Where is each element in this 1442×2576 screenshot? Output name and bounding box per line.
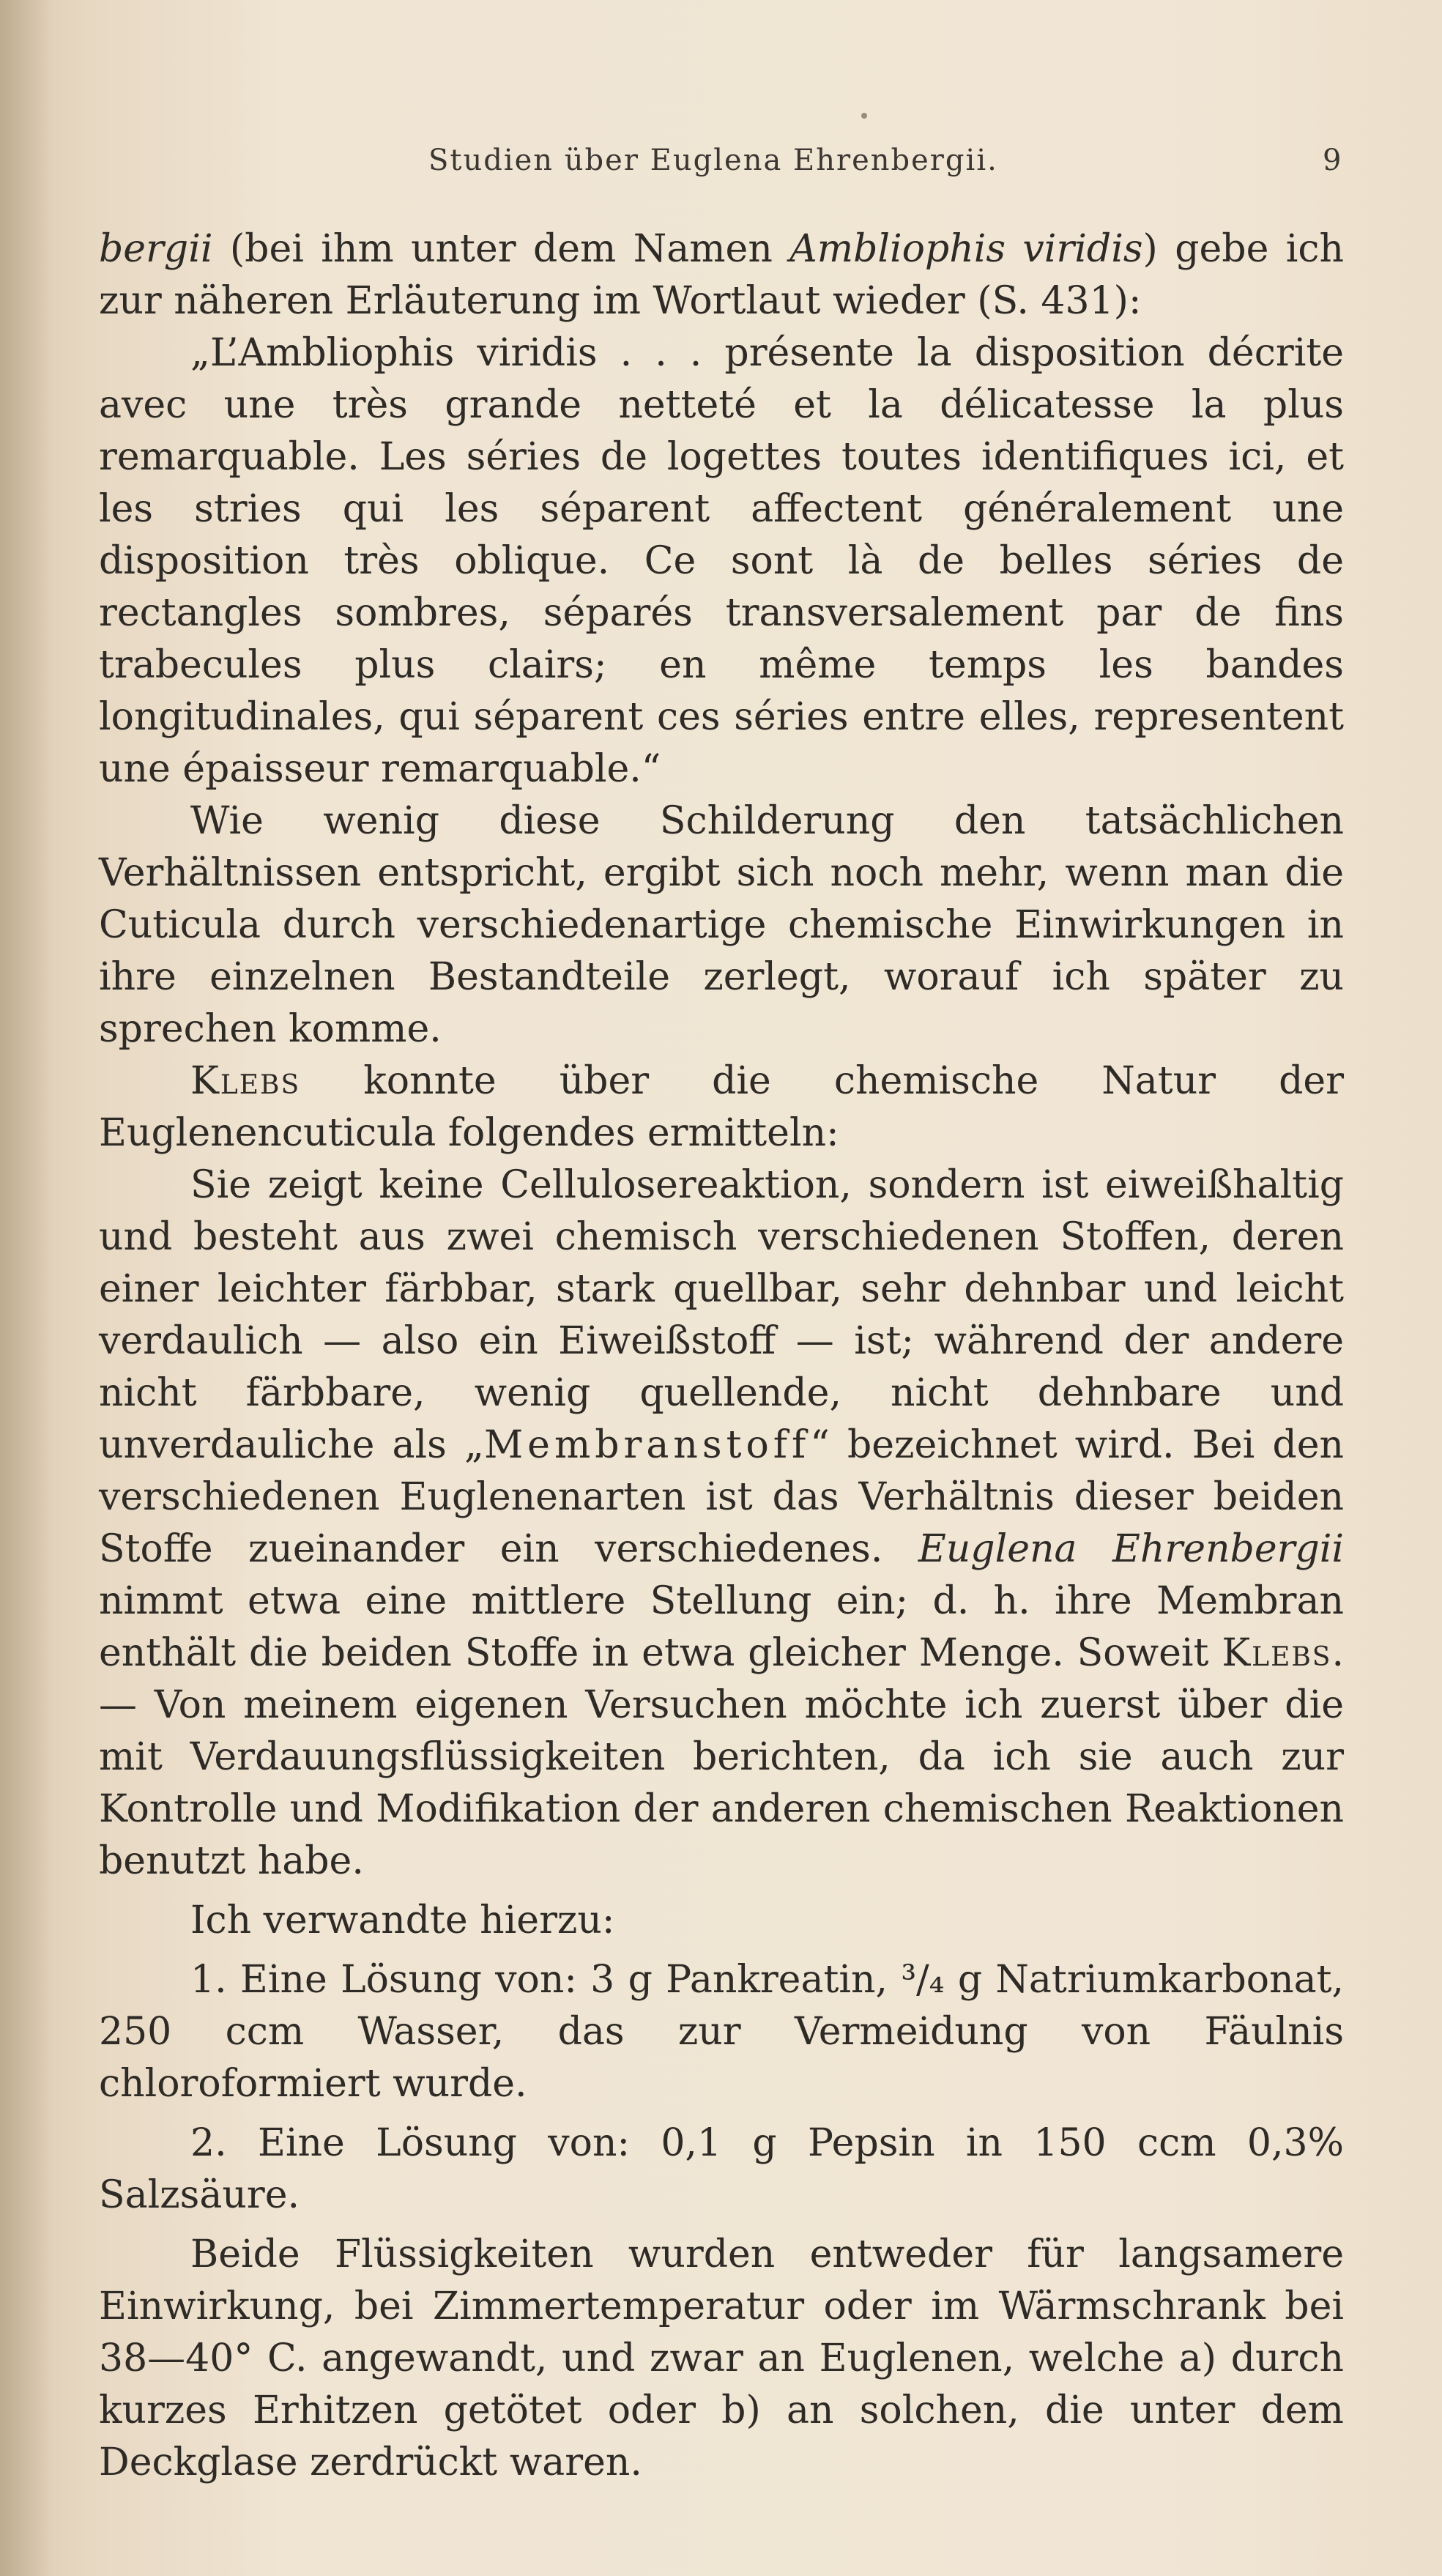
paragraph-continuation: bergii (bei ihm unter dem Namen Ambliophis viridis) gebe ich zur näheren Erläuterung im Wortlaut wieder (S. 431):	[99, 227, 1344, 323]
paragraph: Klebs konnte über die chemische Natur der Euglenencuticula folgendes ermitteln:	[99, 1059, 1344, 1155]
paragraph: Wie wenig diese Schilderung den tatsächlichen Verhältnissen entspricht, ergibt sich noch mehr, wenn man die Cuticula durch verschiedenartige chemische Einwirkungen in ihre einzelnen Bestandteile zerlegt, worauf ich später zu sprechen komme.	[99, 799, 1344, 1051]
author-name: Klebs	[1222, 1631, 1332, 1675]
page-number: 9	[1323, 144, 1342, 177]
printing-speck	[861, 113, 867, 119]
paragraph: Beide Flüssigkeiten wurden entweder für langsamere Einwirkung, bei Zimmertemperatur oder im Wärmschrank bei 38—40° C. angewandt, und zwar an Euglenen, welche a) durch kurzes Erhitzen getötet oder b) an solchen, die unter dem Deckglase zerdrückt waren.	[99, 2232, 1344, 2484]
list-item: 1. Eine Lösung von: 3 g Pankreatin, ³/₄ g Natriumkarbonat, 250 ccm Wasser, das zur Vermeidung von Fäulnis chloroformiert wurde.	[99, 1958, 1344, 2106]
quotation-paragraph: „L’Ambliophis viridis . . . présente la disposition décrite avec une très grande netteté et la délicatesse la plus remarquable. Les séries de logettes toutes identifiques ici, et les stries qui les séparent affectent généralement une disposition très oblique. Ce sont là de belles séries de rectangles sombres, séparés transversalement par de fins trabecules plus clairs; en même temps les bandes longitudinales, qui séparent ces séries entre elles, representent une épaisseur remarquable.“	[99, 331, 1344, 791]
list-item: 2. Eine Lösung von: 0,1 g Pepsin in 150 ccm 0,3% Salzsäure.	[99, 2121, 1344, 2217]
author-name: Klebs	[190, 1059, 301, 1103]
running-title: Studien über Euglena Ehrenbergii.	[428, 144, 998, 177]
italic-term: Euglena Ehrenbergii	[918, 1527, 1345, 1571]
body-text	[99, 223, 1344, 2489]
paragraph: Sie zeigt keine Cellulosereaktion, sondern ist eiweißhaltig und besteht aus zwei chemisch verschiedenen Stoffen, deren einer leichter färbbar, stark quellbar, sehr dehnbar und leicht verdaulich — also ein Eiweißstoff — ist; während der andere nicht färbbare, wenig quellende, nicht dehnbare und unverdauliche als „Membranstoff“ bezeichnet wird. Bei den verschiedenen Euglenenarten ist das Verhältnis dieser beiden Stoffe zueinander ein verschiedenes. Euglena Ehrenbergii nimmt etwa eine mittlere Stellung ein; d. h. ihre Membran enthält die beiden Stoffe in etwa gleicher Menge. Soweit Klebs. — Von meinem eigenen Versuchen möchte ich zuerst über die mit Verdauungsflüssigkeiten berichten, da ich sie auch zur Kontrolle und Modifikation der anderen chemischen Reaktionen benutzt habe.	[99, 1163, 1345, 1883]
paragraph: Ich verwandte hierzu:	[190, 1898, 615, 1942]
italic-term: Ambliophis viridis	[789, 227, 1143, 271]
italic-term: bergii	[99, 227, 213, 271]
spaced-term: Membranstoff	[483, 1423, 811, 1467]
page-gutter-shadow	[0, 0, 51, 2576]
